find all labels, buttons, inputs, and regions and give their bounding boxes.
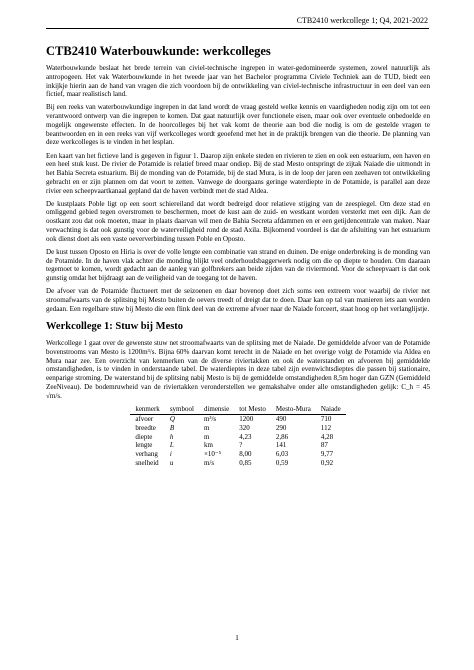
table-cell: 112 [320, 423, 332, 432]
table-cell: ×10⁻⁵ [203, 450, 222, 459]
table-cell: m [203, 432, 210, 441]
table-cell: 8,00 [239, 450, 252, 459]
body-paragraph: De kustplaats Poble ligt op een soort schiereiland dat wordt bedreigd door relatieve stijging van de zeespiegel. Om deze stad en omliggend gebied tegen overstromen te beschermen, moet de kust aan de zuid- en westkant worden versterkt met een dijk. Aan de oostkant zou dat ook moeten, maar in plaats daarvan wil men de Bahia Secreta afdammen en er een getijdencentrale van maken. Naar verwachting is dat ook gunstig voor de waterveiligheid rond de stad Axila. Bijkomend voordeel is dat de afsluiting van het estuarium ook dienst doet als een vaste oeververbinding tussen Poble en Oposto. [46, 199, 430, 243]
body-paragraph: Bij een reeks van waterbouwkundige ingrepen in dat land wordt de vraag gesteld welke kennis en vaardigheden nodig zijn om tot een verantwoord ontwerp van die ingrepen te komen. Dat gaat natuurlijk over functionele eisen, maar ook over eventuele onbedoelde en mogelijk ongewenste effecten. In de hoorcolleges bij het vak komt de theorie aan bod die nodig is om de gestelde vragen te beantwoorden en in een reeks van vijf werkcolleges wordt geoefend met het in de praktijk brengen van die theorie. De planning van deze werkcolleges is te vinden in het lesplan. [46, 103, 430, 147]
header-rule [46, 28, 429, 29]
table-header-cell: dimensie [199, 405, 234, 415]
body-paragraph: Een kaart van het fictieve land is gegeven in figuur 1. Daarop zijn enkele steden en rivieren te zien en ook een estuarium, een haven en een heel stuk kust. De rivier de Potamide is relatief breed maar ondiep. Bij de stad Mesto ontspringt de zijtak Naiade die uitmondt in het Bahia Secreta estuarium. Bij de monding van de Potamide, bij de stad Mura, is in de loop der jaren een zeehaven tot ontwikkeling gebracht en er zijn plannen om dat voort te zetten. Vanwege de doorgaans geringe waterdiepte in de Potamide, is parallel aan deze rivier een scheepvaartkanaal gepland dat de haven verbindt met de stad Aldea. [46, 151, 430, 195]
table-cell: i [169, 450, 172, 459]
table-cell: 9,77 [320, 450, 334, 459]
table-row [130, 450, 345, 459]
table-cell: km [203, 441, 213, 450]
section-heading: Werkcollege 1: Stuw bij Mesto [46, 321, 184, 333]
table-cell: 0,59 [275, 458, 289, 467]
table-cell: 4,28 [320, 432, 334, 441]
table-cell: snelheid [135, 458, 159, 467]
table-header-cell: Naiade [316, 405, 346, 415]
table-cell: 1200 [239, 415, 254, 424]
table-cell: 0,92 [320, 458, 334, 467]
table-cell: 2,86 [275, 432, 289, 441]
intro-paragraph: Waterbouwkunde beslaat het brede terrein van civiel-technische ingrepen in water-gedomineerde systemen, zowel natuurlijk als antropogeen. Het vak Waterbouwkunde in het tweede jaar van het Bachelor programma Civiele Techniek aan de TUD, biedt een inkijkje hierin aan de hand van vragen die zich voordoen bij de ontwikkeling van civiel-technische infrastructuur in een deel van een fictief, maar realistisch land. [46, 64, 430, 99]
document-title: CTB2410 Waterbouwkunde: werkcolleges [46, 44, 271, 58]
table-header-cell: Mesto-Mura [271, 405, 316, 415]
table-cell: 87 [320, 441, 328, 450]
table-cell: 490 [275, 415, 287, 424]
table-row [130, 433, 345, 442]
table-cell: 4,23 [239, 432, 252, 441]
table-cell: verhang [135, 450, 158, 459]
table-cell: Q [169, 415, 175, 424]
river-branch-table [130, 405, 345, 468]
table-row [130, 424, 345, 433]
table-cell: 290 [275, 423, 287, 432]
table-header-cell: kenmerk [130, 405, 165, 415]
body-paragraph: De kust tussen Oposto en Hiria is over de volle lengte een combinatie van strand en duinen. De enige onderbreking is de monding van de Potamide. In de haven vlak achter die monding blijkt veel onderhoudsbaggerwerk nodig om die op diepte te houden. Om daaraan tegemoet te komen, wordt gedacht aan de aanleg van golfbrekers aan beide zijden van de riviermond. Voor de scheepvaart is dat ook gunstig omdat het bijdraagt aan de veiligheid van de toegang tot de haven. [46, 247, 430, 283]
table-row [130, 459, 345, 468]
running-head: CTB2410 werkcollege 1; Q4, 2021-2022 [296, 16, 428, 25]
table-cell: ? [239, 441, 243, 450]
table-cell: B [169, 423, 175, 432]
table-cell: m/s [203, 458, 215, 467]
table-row [130, 441, 345, 450]
table-cell: L [169, 441, 174, 450]
table-cell: m³/s [203, 415, 217, 424]
table-cell: lengte [135, 441, 153, 450]
section-paragraph: Werkcollege 1 gaat over de gewenste stuw net stroomafwaarts van de splitsing met de Naiade. De gemiddelde afvoer van de Potamide bovenstrooms van Mesto is 1200m³/s. Bijna 60% daarvan komt terecht in de Naiade en het overige volgt de Potamide via Aldea en Mura naar zee. Een overzicht van kenmerken van de diverse riviertakken en ook de waterstanden en afvoeren bij gemiddelde omstandigheden, is te vinden in onderstaande tabel. De waterdieptes in deze tabel zijn evenwichtsdieptes die passen bij stationaire, eenparige stroming. De waterstand bij de splitsing nabij Mesto is bij de gemiddelde omstandigheden 8,5m hoger dan GZN (Gemiddeld ZeeNiveau). De bodemruwheid van de riviertakken veronderstellen we gemakshalve onder alle omstandigheden gelijk: C_h = 45 √m/s. [46, 339, 430, 400]
body-paragraph: De afvoer van de Potamide fluctueert met de seizoenen en daar bovenop doet zich soms een extreem voor waarbij de rivier net stroomafwaarts van de splitsing bij Mesto buiten de oevers treedt of dreigt dat te doen. Daar kan op tal van manieren iets aan worden gedaan. Een regelbare stuw bij Mesto die een flink deel van de extreme afvoer naar de Naiade forceert, staat hoog op het verlanglijstje. [46, 287, 430, 313]
page-content [46, 44, 430, 468]
table-cell: 6,03 [275, 450, 289, 459]
table-cell: h [169, 432, 174, 441]
table-cell: 320 [239, 423, 250, 432]
table-cell: afvoer [135, 415, 154, 424]
table-cell: diepte [135, 432, 153, 441]
table-header-cell: tot Mesto [234, 405, 271, 415]
table-header-cell: symbool [165, 405, 199, 415]
table-header-row [130, 405, 345, 415]
page-number: 1 [235, 633, 239, 642]
table-cell: m [203, 423, 210, 432]
table-cell: 141 [275, 441, 287, 450]
table-cell: u [169, 458, 174, 467]
table-cell: breedte [135, 423, 156, 432]
table-cell: 0,85 [239, 458, 252, 467]
table-cell: 710 [320, 415, 332, 424]
table-row [130, 415, 345, 424]
